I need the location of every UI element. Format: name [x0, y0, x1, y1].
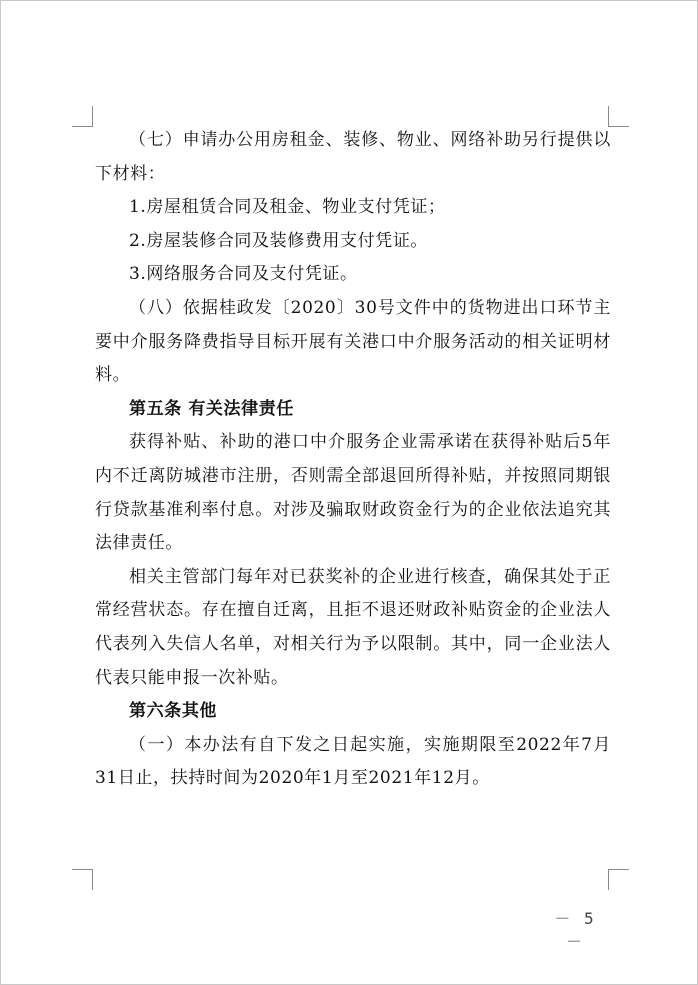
crop-mark-top-left	[72, 106, 93, 127]
article-5-heading	[95, 393, 611, 427]
article-6-paragraph-1: （一）本办法有自下发之日起实施，实施期限至2022年7月31日止，扶持时间为2020年1月至2021年12月。	[95, 734, 611, 789]
article-6-title: 其他	[181, 701, 218, 722]
list-item-2: 2.房屋装修合同及装修费用支付凭证。	[129, 230, 429, 251]
crop-mark-bottom-right	[608, 869, 629, 890]
article-6-number: 第六条	[129, 701, 182, 722]
article-6-heading	[95, 695, 611, 729]
article-5-paragraph-2: 相关主管部门每年对已获奖补的企业进行核查，确保其处于正常经营状态。存在擅自迁离，且拒不退还财政补贴资金的企业法人代表列入失信人名单，对相关行为予以限制。其中，同一企业法人代表只能申报一次补贴。	[95, 566, 611, 688]
crop-mark-top-right	[608, 106, 629, 127]
list-item-1: 1.房屋租赁合同及租金、物业支付凭证；	[129, 197, 446, 218]
article-5-number: 第五条	[129, 398, 182, 419]
article-5-paragraph-1: 获得补贴、补助的港口中介服务企业需承诺在获得补贴后5年内不迁离防城港市注册，否则需全部退回所得补贴，并按照同期银行贷款基准利率付息。对涉及骗取财政资金行为的企业依法追究其法律责任。	[95, 432, 611, 554]
paragraph-7: （七）申请办公用房租金、装修、物业、网络补助另行提供以下材料：	[95, 130, 611, 184]
list-item-3: 3.网络服务合同及支付凭证。	[129, 264, 358, 285]
crop-mark-bottom-left	[72, 869, 93, 890]
article-5-title: 有关法律责任	[181, 398, 294, 419]
page-number: － 5 －	[554, 909, 596, 951]
paragraph-8: （八）依据桂政发〔2020〕30号文件中的货物进出口环节主要中介服务降费指导目标开展有关港口中介服务活动的相关证明材料。	[95, 297, 611, 386]
document-body	[95, 124, 611, 796]
